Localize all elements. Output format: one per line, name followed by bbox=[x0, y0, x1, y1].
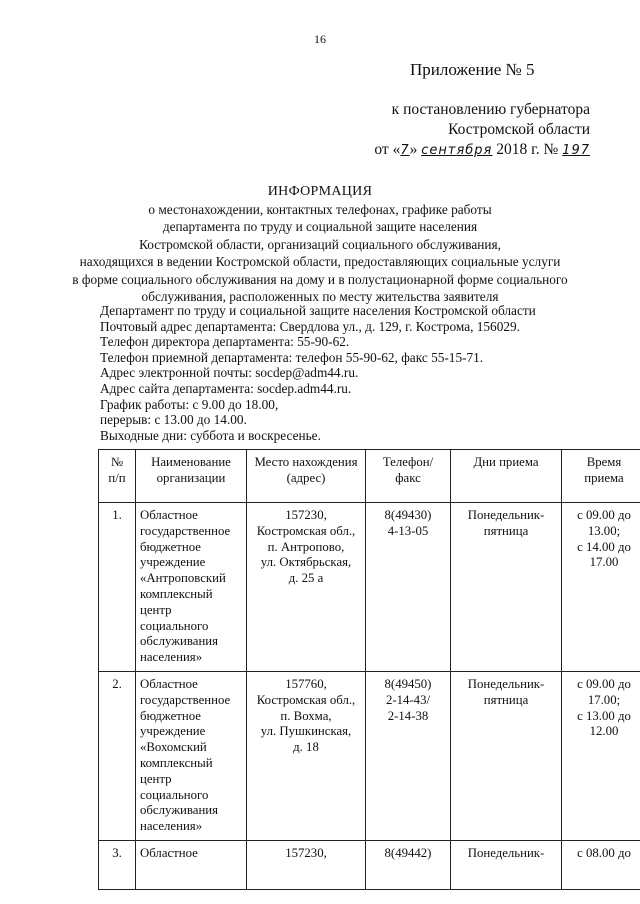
cell-line: Понедельник- bbox=[467, 676, 545, 691]
cell-line: комплексный bbox=[140, 586, 213, 601]
cell-line: д. 18 bbox=[293, 740, 319, 755]
cell-line: Областное bbox=[140, 845, 198, 860]
decree-day: 7 bbox=[400, 143, 410, 158]
cell-line: 8(49450) bbox=[384, 676, 432, 691]
cell-line: 4-13-05 bbox=[387, 523, 429, 538]
cell-line: центр bbox=[140, 771, 172, 786]
organization-phone bbox=[366, 671, 451, 840]
cell-line: 2-14-43/ bbox=[385, 692, 431, 707]
decree-number: 197 bbox=[562, 143, 590, 158]
cell-line: 8(49442) bbox=[384, 845, 432, 860]
cell-line: Место нахождения bbox=[254, 455, 358, 469]
director-phone: Телефон директора департамента: 55-90-62. bbox=[100, 334, 350, 350]
decree-line-1: к постановлению губернатора bbox=[391, 101, 590, 118]
organization-address bbox=[247, 840, 366, 889]
break-time: перерыв: с 13.00 до 14.00. bbox=[100, 412, 247, 428]
cell-line: Дни приема bbox=[473, 455, 539, 469]
cell-line: государственное bbox=[140, 523, 231, 538]
cell-line: Телефон/ bbox=[382, 455, 434, 469]
cell-line: с 09.00 до bbox=[577, 508, 631, 522]
organization-address bbox=[247, 503, 366, 672]
cell-line: факс bbox=[395, 470, 421, 485]
organization-name bbox=[136, 840, 247, 889]
cell-line: обслуживания bbox=[140, 634, 219, 649]
cell-line: 2-14-38 bbox=[387, 708, 429, 723]
table-row bbox=[99, 671, 640, 840]
cell-line: 157760, bbox=[285, 676, 327, 691]
cell-line: Понедельник- bbox=[467, 845, 545, 860]
information-line: о местонахождении, контактных телефонах, графике работы bbox=[148, 201, 492, 217]
cell-line: Костромская обл., bbox=[256, 692, 356, 707]
cell-line: Понедельник- bbox=[467, 508, 545, 522]
appendix-heading: Приложение № 5 bbox=[410, 60, 535, 79]
cell-line: бюджетное bbox=[140, 708, 201, 723]
cell-line: приема bbox=[584, 470, 624, 485]
organization-phone bbox=[366, 503, 451, 672]
information-line: находящихся в ведении Костромской области, предоставляющих социальные услуги bbox=[79, 254, 561, 269]
cell-line: обслуживания bbox=[140, 803, 219, 818]
cell-line: центр bbox=[140, 602, 172, 617]
postal-address: Почтовый адрес департамента: Свердлова ул., д. 129, г. Кострома, 156029. bbox=[100, 318, 520, 334]
cell-line: с 09.00 до bbox=[577, 676, 631, 691]
organizations-table bbox=[98, 449, 640, 890]
decree-date-line bbox=[300, 140, 590, 161]
header-location bbox=[247, 450, 366, 503]
decree-quote-close: » bbox=[409, 141, 418, 158]
cell-line: с 08.00 до bbox=[577, 845, 631, 860]
decree-year: 2018 г. № bbox=[496, 141, 559, 158]
reception-time bbox=[562, 840, 640, 889]
email-address: Адрес электронной почты: socdep@adm44.ru. bbox=[100, 365, 359, 381]
organization-phone bbox=[366, 840, 451, 889]
decree-reference bbox=[300, 100, 590, 161]
cell-line: населения» bbox=[140, 819, 203, 834]
cell-line: «Вохомский bbox=[140, 740, 207, 755]
decree-month: сентября bbox=[421, 143, 493, 158]
cell-line: 13.00; bbox=[587, 523, 621, 538]
reception-time bbox=[562, 503, 640, 672]
page-number: 16 bbox=[314, 32, 326, 46]
header-organization bbox=[136, 450, 247, 503]
cell-line: учреждение bbox=[140, 555, 206, 570]
information-title-block bbox=[0, 183, 640, 306]
cell-line: Наименование bbox=[151, 455, 231, 469]
table-header-row bbox=[99, 450, 640, 503]
header-number bbox=[99, 450, 136, 503]
table-row bbox=[99, 503, 640, 672]
cell-line: социального bbox=[140, 787, 209, 802]
cell-line: Областное bbox=[140, 508, 198, 522]
cell-line: Время bbox=[586, 455, 622, 469]
cell-line: д. 25 а bbox=[288, 571, 324, 586]
cell-line: 157230, bbox=[285, 845, 327, 860]
information-line: департамента по труду и социальной защите населения bbox=[162, 219, 478, 234]
information-title: ИНФОРМАЦИЯ bbox=[267, 184, 373, 199]
cell-line: комплексный bbox=[140, 755, 213, 770]
cell-line: бюджетное bbox=[140, 539, 201, 554]
cell-line: учреждение bbox=[140, 724, 206, 739]
cell-line: социального bbox=[140, 618, 209, 633]
information-line: в форме социального обслуживания на дому и в полустационарной форме социального bbox=[72, 271, 568, 287]
decree-date-prefix: от « bbox=[374, 141, 401, 158]
cell-line: 157230, bbox=[285, 508, 327, 522]
department-contacts bbox=[100, 303, 600, 443]
cell-line: 17.00; bbox=[587, 692, 621, 707]
reception-days bbox=[451, 503, 562, 672]
cell-line: пятница bbox=[483, 692, 529, 707]
cell-line: ул. Октябрьская, bbox=[260, 555, 352, 570]
cell-line: п. Вохма, bbox=[280, 708, 332, 723]
header-phone bbox=[366, 450, 451, 503]
reception-time bbox=[562, 671, 640, 840]
row-number: 1. bbox=[99, 503, 136, 672]
cell-line: Областное bbox=[140, 676, 198, 691]
cell-line: п. Антропово, bbox=[267, 539, 345, 554]
days-off: Выходные дни: суббота и воскресенье. bbox=[100, 427, 321, 443]
header-days bbox=[451, 450, 562, 503]
website-address: Адрес сайта департамента: socdep.adm44.ru. bbox=[100, 380, 352, 396]
decree-line-2: Костромской области bbox=[448, 121, 590, 138]
table-row bbox=[99, 840, 640, 889]
cell-line: 8(49430) bbox=[384, 508, 432, 522]
reception-days bbox=[451, 840, 562, 889]
cell-line: ул. Пушкинская, bbox=[260, 724, 352, 739]
organization-name bbox=[136, 671, 247, 840]
organization-name bbox=[136, 503, 247, 672]
cell-line: государственное bbox=[140, 692, 231, 707]
department-name: Департамент по труду и социальной защите населения Костромской области bbox=[100, 303, 536, 318]
cell-line: Костромская обл., bbox=[256, 523, 356, 538]
cell-line: 17.00 bbox=[589, 555, 619, 570]
row-number: 3. bbox=[99, 840, 136, 889]
cell-line: с 13.00 до bbox=[577, 708, 631, 723]
work-schedule: График работы: с 9.00 до 18.00, bbox=[100, 396, 279, 412]
cell-line: организации bbox=[156, 470, 226, 485]
cell-line: (адрес) bbox=[286, 470, 326, 485]
header-time bbox=[562, 450, 640, 503]
organization-address bbox=[247, 671, 366, 840]
cell-line: 12.00 bbox=[589, 724, 619, 739]
cell-line: населения» bbox=[140, 650, 203, 665]
reception-days bbox=[451, 671, 562, 840]
cell-line: с 14.00 до bbox=[577, 539, 631, 554]
row-number: 2. bbox=[99, 671, 136, 840]
reception-phone: Телефон приемной департамента: телефон 55-90-62, факс 55-15-71. bbox=[100, 349, 484, 365]
cell-line: пятница bbox=[483, 523, 529, 538]
information-line: обслуживания, расположенных по месту жительства заявителя bbox=[141, 289, 499, 304]
information-line: Костромской области, организаций социального обслуживания, bbox=[139, 236, 501, 252]
cell-line: № bbox=[110, 455, 124, 469]
cell-line: п/п bbox=[108, 470, 126, 485]
cell-line: «Антроповский bbox=[140, 571, 226, 586]
